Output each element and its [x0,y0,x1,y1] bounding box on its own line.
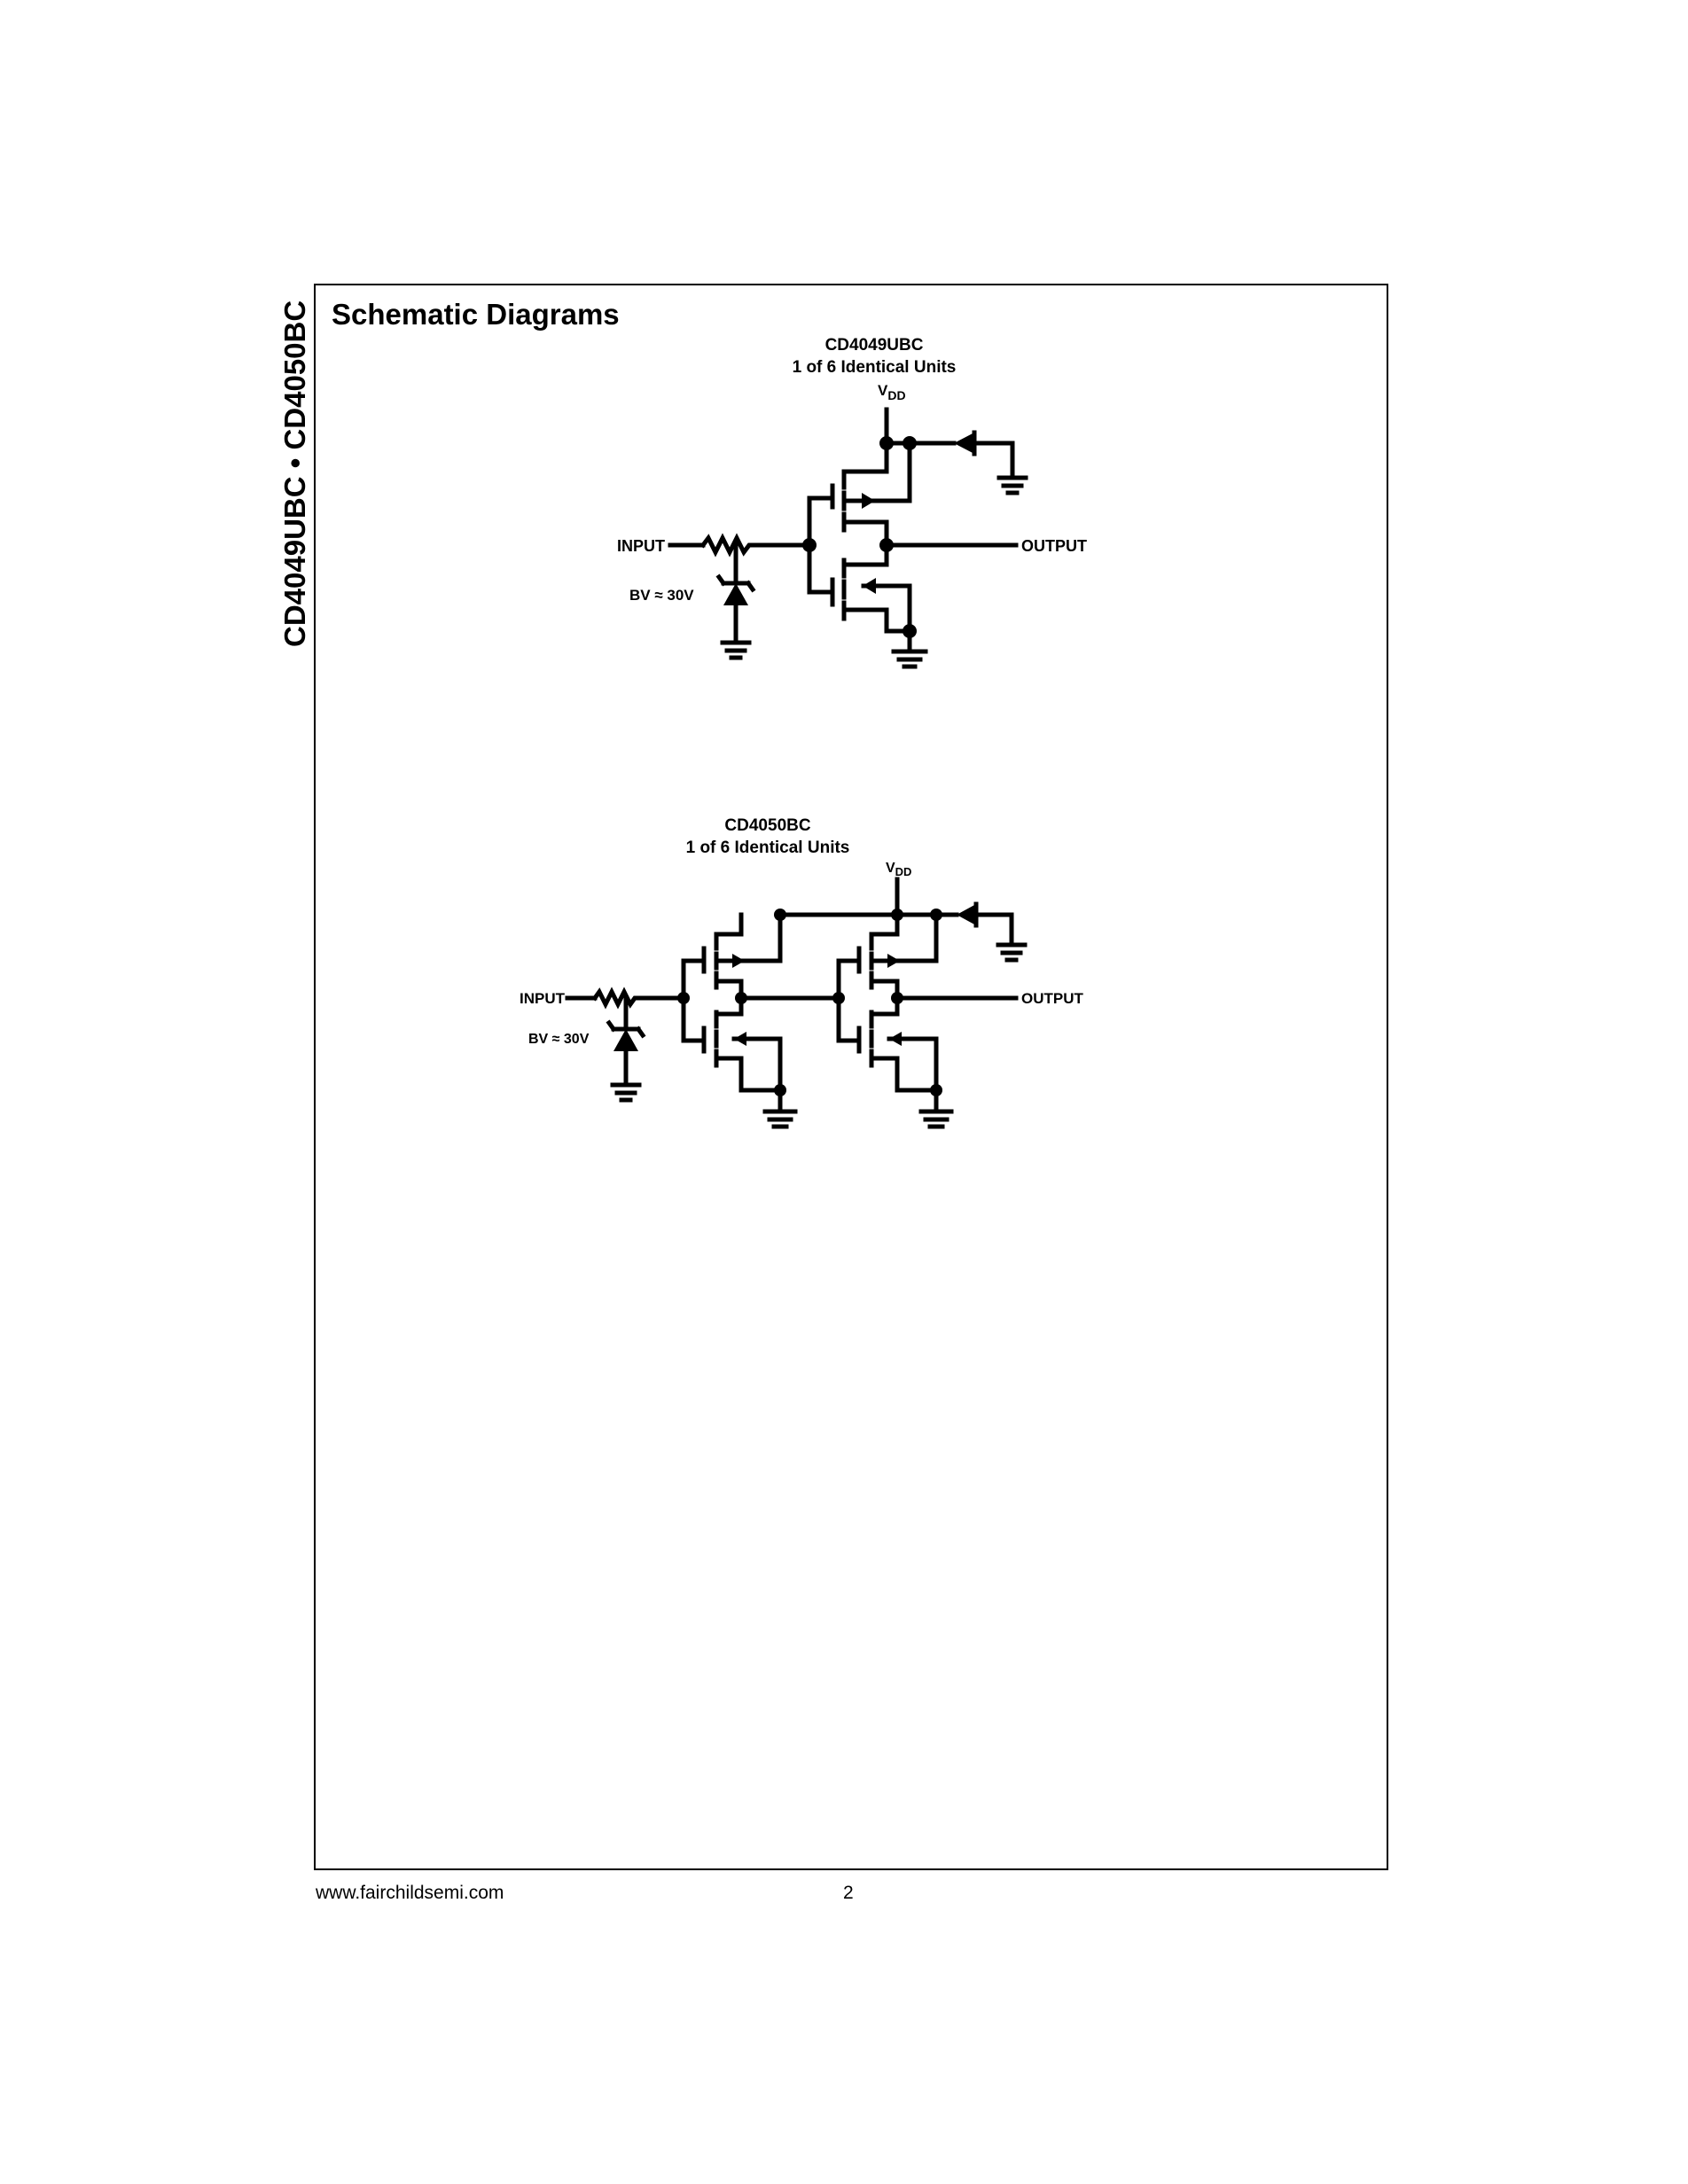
side-title-text: CD4049UBC • CD4050BC [278,300,311,647]
diagram-1-input-label: INPUT [617,537,665,555]
diagram-1-output-label: OUTPUT [1021,537,1087,555]
diagram-1-vdd: $V_{DD}$ [878,382,906,402]
diagram-1-part: CD4049UBC [824,336,924,355]
diagram-2-vdd: $V_{DD}$ [886,861,912,878]
content-frame [314,284,1388,1870]
footer-url[interactable]: www.fairchildsemi.com [316,1883,504,1903]
diagram-2-input-label: INPUT [520,990,565,1007]
diagram-2-output-label: OUTPUT [1021,990,1083,1007]
diagram-cd4050bc [475,816,1273,1283]
diagram-1-zener-label: BV ≈ 30V [629,587,694,604]
diagram-2-subtitle: 1 of 6 Identical Units [685,838,850,857]
diagram-cd4049ubc [582,336,1184,848]
footer-page-number: 2 [843,1883,854,1903]
side-title [266,284,319,647]
section-heading: Schematic Diagrams [332,298,620,331]
diagram-2-part: CD4050BC [724,816,811,835]
diagram-2-zener-label: BV ≈ 30V [528,1032,590,1047]
diagram-1-subtitle: 1 of 6 Identical Units [792,358,957,377]
